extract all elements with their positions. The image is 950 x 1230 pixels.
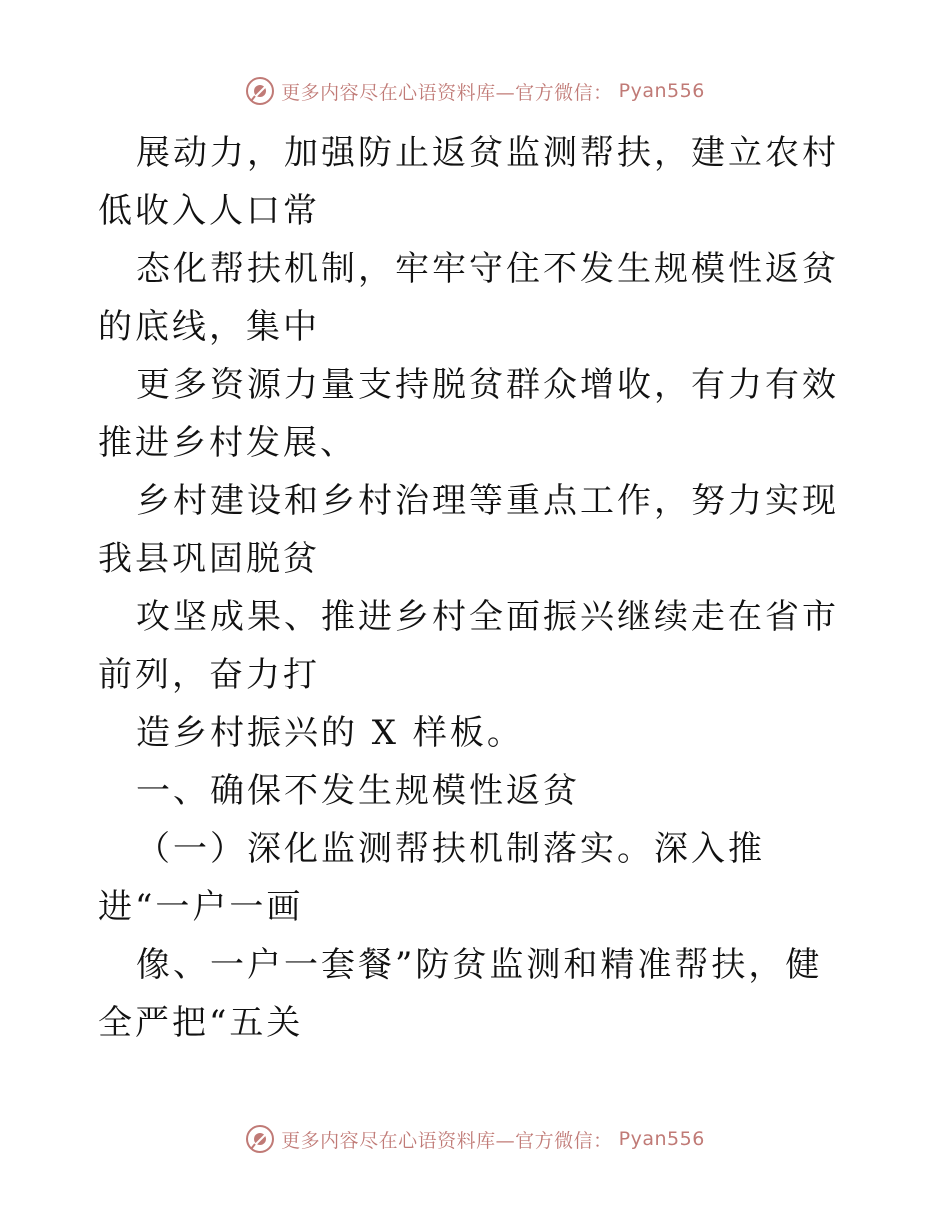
paragraph: 展动力，加强防止返贫监测帮扶，建立农村低收入人口常 [98, 133, 839, 231]
header-watermark [0, 76, 950, 106]
watermark-text: 更多内容尽在心语资料库—官方微信： [281, 1129, 613, 1152]
watermark-handle: Pyan556 [618, 1128, 705, 1150]
document-body [98, 124, 858, 1052]
paragraph: 态化帮扶机制，牢牢守住不发生规模性返贫的底线，集中 [98, 249, 839, 347]
paragraph: （一）深化监测帮扶机制落实。深入推进“一户一画 [98, 829, 765, 927]
paragraph: 像、一户一套餐”防贫监测和精准帮扶，健全严把“五关 [98, 945, 823, 1043]
paragraph: 乡村建设和乡村治理等重点工作，努力实现我县巩固脱贫 [98, 481, 839, 579]
section-heading: 一、确保不发生规模性返贫 [136, 771, 580, 811]
watermark-handle: Pyan556 [618, 80, 705, 102]
paragraph: 攻坚成果、推进乡村全面振兴继续走在省市前列，奋力打 [98, 597, 839, 695]
paragraph: 造乡村振兴的 X 样板。 [136, 713, 524, 753]
footer-watermark [0, 1124, 950, 1154]
pen-logo-icon [245, 1124, 275, 1154]
watermark-text: 更多内容尽在心语资料库—官方微信： [281, 81, 613, 104]
pen-logo-icon [245, 76, 275, 106]
paragraph: 更多资源力量支持脱贫群众增收，有力有效推进乡村发展、 [98, 365, 839, 463]
